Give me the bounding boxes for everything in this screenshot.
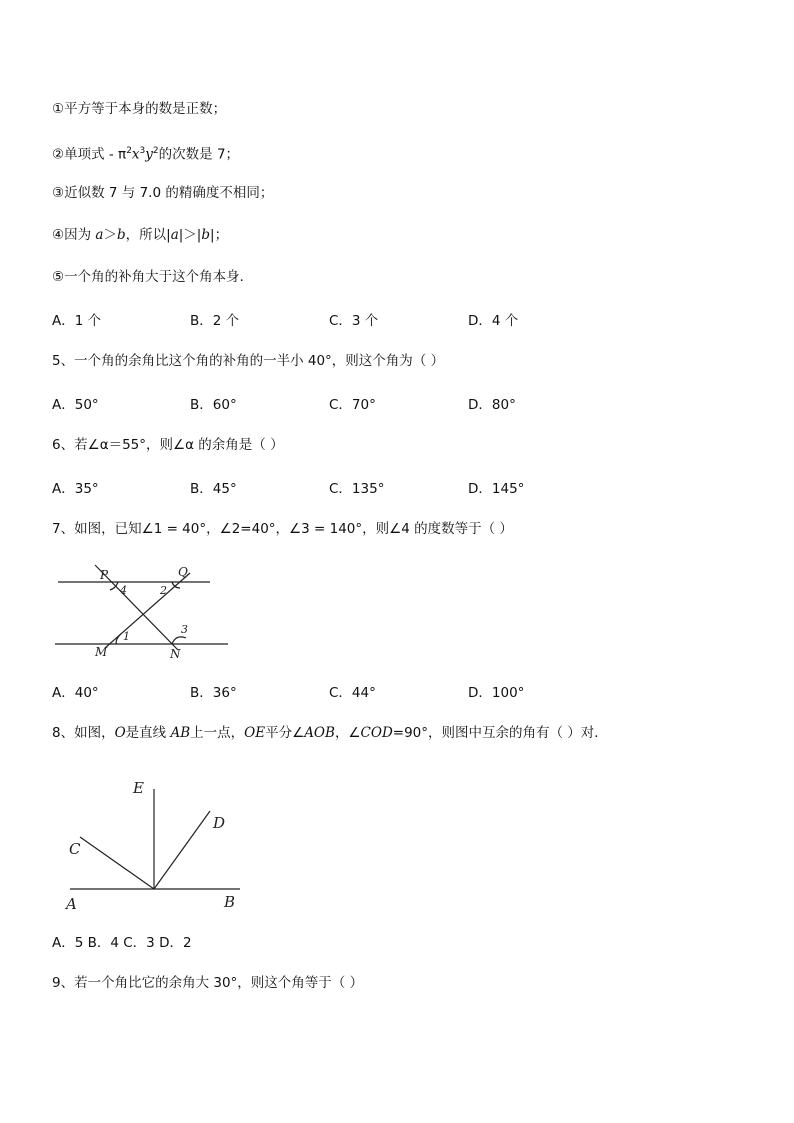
q8-ray-oe: OE xyxy=(244,725,266,741)
statement-2-prefix: ②单项式 - π xyxy=(52,146,127,163)
gt-sign: ＞ xyxy=(103,227,117,243)
q7-text: 7、如图，已知∠1 = 40°，∠2=40°，∠3 = 140°，则∠4 的度数等于（ ） xyxy=(52,521,513,537)
q4-option-b[interactable]: B．2 个 xyxy=(190,313,240,329)
q8-options[interactable]: A．5 B．4 C．3 D．2 xyxy=(52,935,192,951)
q8-angle-aob: AOB xyxy=(304,725,335,741)
statement-2 xyxy=(52,142,239,164)
q8-text-3: 平分∠ xyxy=(265,725,305,741)
q8-angle-cod: COD xyxy=(360,725,393,741)
q7-angle-3-arc xyxy=(172,637,186,644)
var-x: x xyxy=(131,146,140,163)
statement-3: ③近似数 7 与 7.0 的精确度不相同； xyxy=(52,185,274,201)
q7-option-c[interactable]: C．44° xyxy=(329,685,376,701)
q7-label-3: 3 xyxy=(181,623,188,636)
statement-2-suffix: 的次数是 7； xyxy=(158,146,240,163)
q7-option-a[interactable]: A．40° xyxy=(52,685,99,701)
q7-label-q: Q xyxy=(178,565,188,579)
q8-text-5: =90°，则图中互余的角有（ ）对． xyxy=(392,725,608,741)
q7-label-1: 1 xyxy=(123,630,130,643)
q8-text-2: 上一点， xyxy=(190,725,245,741)
q7-label-4: 4 xyxy=(120,584,127,597)
q8-ray-oc-segment xyxy=(80,837,154,889)
q7-label-p: P xyxy=(100,568,109,582)
q4-option-d[interactable]: D．4 个 xyxy=(468,313,519,329)
q5-option-d[interactable]: D．80° xyxy=(468,397,516,413)
q5-option-b[interactable]: B．60° xyxy=(190,397,237,413)
q8-text-4: ，∠ xyxy=(334,725,361,741)
q9-text: 9、若一个角比它的余角大 30°，则这个角等于（ ） xyxy=(52,975,364,991)
q4-option-c[interactable]: C．3 个 xyxy=(329,313,379,329)
q8-label-c: C xyxy=(69,840,81,858)
statement-1: ①平方等于本身的数是正数； xyxy=(52,101,227,117)
var-a-abs: a xyxy=(170,227,179,243)
q6-option-d[interactable]: D．145° xyxy=(468,481,525,497)
q8-label-a: A xyxy=(66,895,77,913)
exp-y: 2 xyxy=(152,146,159,156)
var-b: b xyxy=(116,227,126,243)
q8-point-o: O xyxy=(114,725,126,741)
q7-label-n: N xyxy=(170,647,181,661)
q4-option-a[interactable]: A．1 个 xyxy=(52,313,102,329)
q5-option-a[interactable]: A．50° xyxy=(52,397,99,413)
q7-label-m: M xyxy=(95,645,108,659)
q8-ray-od-segment xyxy=(154,811,210,889)
exp-x: 3 xyxy=(139,146,146,156)
q6-option-b[interactable]: B．45° xyxy=(190,481,237,497)
q7-angle-4-arc xyxy=(110,582,118,590)
statement-5: ⑤一个角的补角大于这个角本身． xyxy=(52,269,254,285)
q8-text xyxy=(52,724,608,742)
q8-label-b: B xyxy=(224,893,236,911)
q6-option-a[interactable]: A．35° xyxy=(52,481,99,497)
q8-label-e: E xyxy=(133,779,144,797)
q6-text: 6、若∠α＝55°，则∠α 的余角是（ ） xyxy=(52,437,284,453)
statement-4-mid: ，所以| xyxy=(125,227,171,243)
statement-4-prefix: ④因为 xyxy=(52,227,96,243)
q8-line-ab: AB xyxy=(170,725,191,741)
q7-label-2: 2 xyxy=(160,584,167,597)
statement-4-suffix: |； xyxy=(210,227,229,243)
q7-figure xyxy=(50,560,240,665)
q8-label-d: D xyxy=(213,814,226,832)
var-b-abs: b xyxy=(201,227,211,243)
q5-option-c[interactable]: C．70° xyxy=(329,397,376,413)
q8-text-1: 是直线 xyxy=(125,725,171,741)
q6-option-c[interactable]: C．135° xyxy=(329,481,385,497)
var-y: y xyxy=(145,146,153,163)
q7-option-d[interactable]: D．100° xyxy=(468,685,525,701)
q5-text: 5、一个角的余角比这个角的补角的一半小 40°，则这个角为（ ） xyxy=(52,353,445,369)
var-a: a xyxy=(95,227,104,243)
q8-figure xyxy=(60,775,250,915)
q7-option-b[interactable]: B．36° xyxy=(190,685,237,701)
q8-text-pre: 8、如图， xyxy=(52,725,115,741)
exp-pi: 2 xyxy=(126,146,132,156)
statement-4 xyxy=(52,226,228,244)
statement-4-mid2: |＞| xyxy=(178,227,202,243)
